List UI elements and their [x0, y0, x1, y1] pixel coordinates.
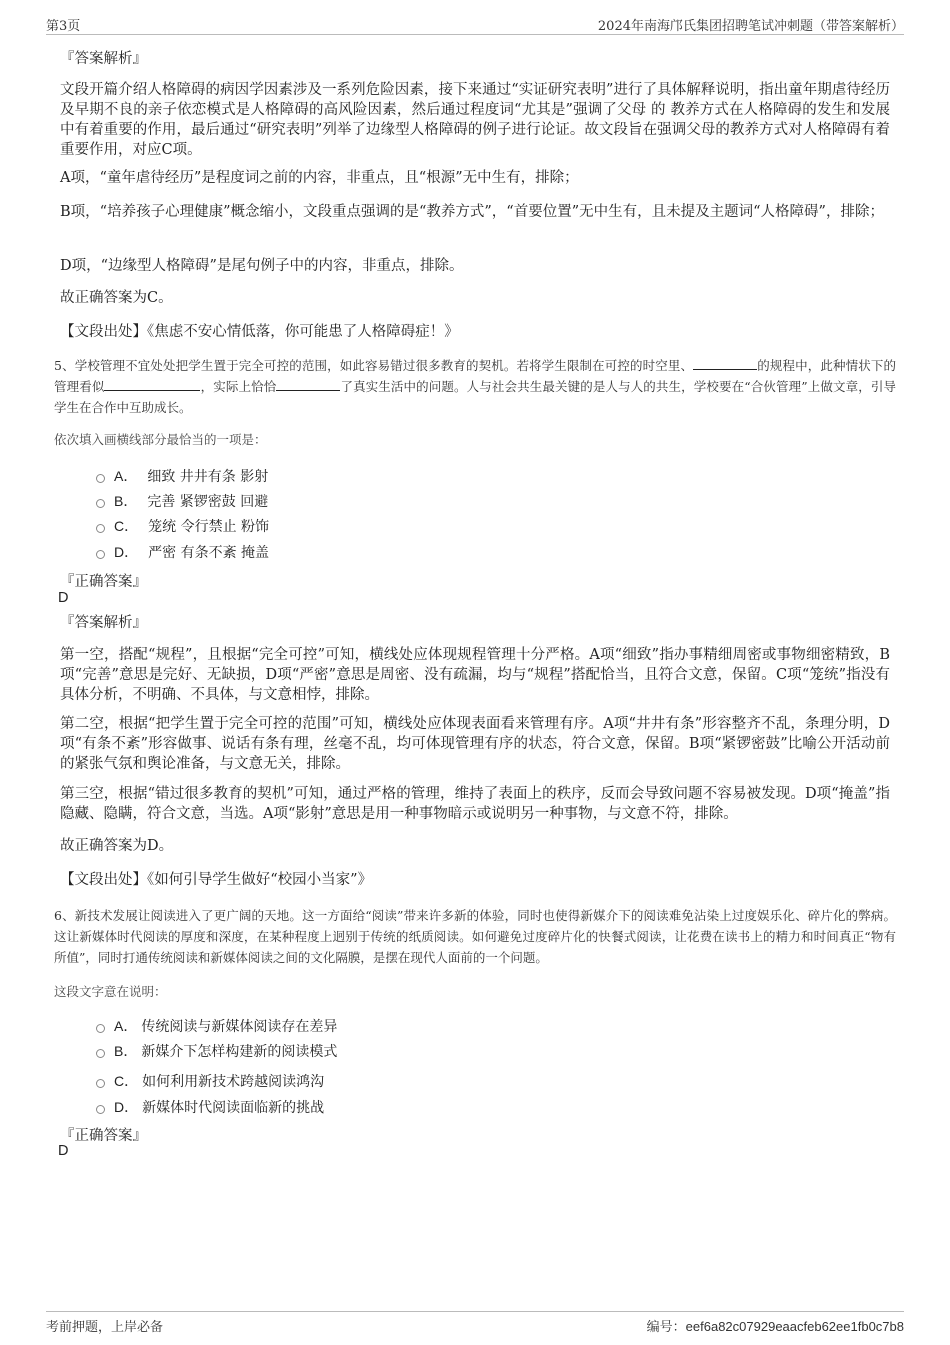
option-letter: D．: [114, 544, 139, 560]
footer-slogan: 考前押题，上岸必备: [46, 1320, 164, 1335]
option-letter: C．: [114, 518, 139, 534]
q4-analysis-p2: A项，“童年虐待经历”是程度词之前的内容，非重点，且“根源”无中生有，排除；: [60, 170, 579, 186]
radio-icon[interactable]: [96, 550, 105, 559]
page-number: 第3页: [46, 19, 81, 34]
q6-prompt: 这段文字意在说明：: [54, 984, 167, 999]
page-header: [46, 14, 904, 35]
q5-analysis-p1: 第一空，搭配“规程”，且根据“完全可控”可知，横线处应体现规程管理十分严格。A项“细致”指办事精细周密或事物细密精致，B项“完善”意思是完好、无缺损，D项“严密”意思是周密、没有疏漏，均与“规程”搭配恰当，且符合文意，保留。C项“笼统”指没有具体分析，不明确、不具体，与文意相悖，排除。: [60, 647, 890, 703]
q5-answer: D: [58, 590, 69, 606]
option-text: 严密 有条不紊 掩盖: [148, 545, 270, 561]
q5-blank-3: [276, 377, 340, 391]
q5-question-text: [54, 355, 896, 418]
document-id-code: eef6a82c07929eaacfeb62ee1fb0c7b8: [685, 1319, 904, 1334]
q6-correct-label: 『正确答案』: [60, 1128, 147, 1144]
q5-analysis-p4: 故正确答案为D。: [60, 838, 174, 854]
q6-option-d[interactable]: [96, 1097, 324, 1117]
q5-text-part1: 5、学校管理不宜处处把学生置于完全可控的范围，如此容易错过很多教育的契机。若将学生限制在可控的时空里、: [54, 358, 694, 373]
q5-option-a[interactable]: [96, 466, 268, 486]
option-text: 新媒体时代阅读面临新的挑战: [142, 1100, 325, 1116]
q5-blank-1: [693, 356, 757, 370]
q4-analysis-p4: D项，“边缘型人格障碍”是尾句例子中的内容，非重点，排除。: [60, 258, 464, 274]
q4-analysis-p3: B项，“培养孩子心理健康”概念缩小，文段重点强调的是“教养方式”，“首要位置”无中生有，且未提及主题词“人格障碍”，排除；: [60, 204, 884, 220]
q6-option-a[interactable]: [96, 1016, 337, 1036]
option-letter: D．: [114, 1099, 139, 1115]
q5-option-c[interactable]: [96, 516, 269, 536]
q5-option-d[interactable]: [96, 542, 269, 562]
q4-source: 【文段出处】《焦虑不安心情低落，你可能患了人格障碍症！》: [60, 324, 459, 340]
radio-icon[interactable]: [96, 1049, 105, 1058]
q6-question-text: 6、新技术发展让阅读进入了更广阔的天地。这一方面给“阅读”带来许多新的体验，同时也使得新媒介下的阅读难免沾染上过度娱乐化、碎片化的弊病。这让新媒体时代阅读的厚度和深度，在某种程度上迥别于传统的纸质阅读。如何避免过度碎片化的快餐式阅读，让花费在读书上的精力和时间真正“物有所值”，同时打通传统阅读和新媒体阅读之间的文化隔膜，是摆在现代人面前的一个问题。: [54, 908, 896, 965]
q6-option-b[interactable]: [96, 1041, 337, 1061]
document-id-label: 编号：: [646, 1319, 686, 1334]
q4-analysis-p5: 故正确答案为C。: [60, 290, 173, 306]
option-text: 如何利用新技术跨越阅读鸿沟: [142, 1074, 325, 1090]
option-text: 传统阅读与新媒体阅读存在差异: [141, 1019, 338, 1035]
option-text: 新媒介下怎样构建新的阅读模式: [141, 1044, 338, 1060]
q5-analysis-label: 『答案解析』: [60, 615, 147, 631]
radio-icon[interactable]: [96, 1024, 105, 1033]
radio-icon[interactable]: [96, 524, 105, 533]
radio-icon[interactable]: [96, 499, 105, 508]
q6-option-c[interactable]: [96, 1071, 324, 1091]
radio-icon[interactable]: [96, 1079, 105, 1088]
q4-analysis-label: 『答案解析』: [60, 51, 147, 67]
q5-blank-2: [104, 377, 200, 391]
q5-correct-label: 『正确答案』: [60, 574, 147, 590]
q5-text-part3: ，实际上恰恰: [200, 379, 277, 394]
radio-icon[interactable]: [96, 474, 105, 483]
option-letter: B．: [114, 1043, 138, 1059]
q5-analysis-p2: 第二空，根据“把学生置于完全可控的范围”可知，横线处应体现表面看来管理有序。A项“井井有条”形容整齐不乱，条理分明，D项“有条不紊”形容做事、说话有条有理，丝毫不乱，均可体现管理有序的状态，符合文意，保留。B项“紧锣密鼓”比喻公开活动前的紧张气氛和舆论准备，与文意无关，排除。: [60, 716, 890, 772]
q5-text-part4: 了真实生活中的问题。人与社会共生最关键的是人与人的共生，学校要在“合伙管理”上做文章，引导学生在合作中互助成长。: [54, 379, 896, 415]
option-text: 笼统 令行禁止 粉饰: [148, 519, 270, 535]
q6-answer: D: [58, 1143, 69, 1159]
document-id: [647, 1316, 904, 1335]
q5-source: 【文段出处】《如何引导学生做好“校园小当家”》: [60, 872, 373, 888]
option-letter: A．: [114, 468, 138, 484]
option-letter: A．: [114, 1018, 138, 1034]
option-text: 细致 井井有条 影射: [147, 469, 269, 485]
option-letter: C．: [114, 1073, 139, 1089]
q5-option-b[interactable]: [96, 491, 268, 511]
q4-analysis-p1: 文段开篇介绍人格障碍的病因学因素涉及一系列危险因素，接下来通过“实证研究表明”进行了具体解释说明，指出童年期虐待经历及早期不良的亲子依恋模式是人格障碍的高风险因素，然后通过程度词“尤其是”强调了父母 的 教养方式在人格障碍的发生和发展中有着重要的作用，最后通过“研究表明”列举了边缘型人格障碍的例子进行论证。故文段旨在强调父母的教养方式对人格障碍有着重要作用，对应C项。: [60, 82, 890, 158]
option-text: 完善 紧锣密鼓 回避: [147, 494, 269, 510]
q5-analysis-p3: 第三空，根据“错过很多教育的契机”可知，通过严格的管理，维持了表面上的秩序，反而会导致问题不容易被发现。D项“掩盖”指隐藏、隐瞒，符合文意，当选。A项“影射”意思是用一种事物暗示或说明另一种事物，与文意不符，排除。: [60, 786, 890, 822]
q5-text-part2: 的规程中，此种情状下的管理看似: [54, 358, 896, 394]
option-letter: B．: [114, 493, 138, 509]
page-footer: [46, 1311, 904, 1336]
q5-prompt: 依次填入画横线部分最恰当的一项是：: [54, 432, 267, 447]
document-title: 2024年南海邝氏集团招聘笔试冲刺题（带答案解析）: [597, 19, 904, 34]
radio-icon[interactable]: [96, 1105, 105, 1114]
